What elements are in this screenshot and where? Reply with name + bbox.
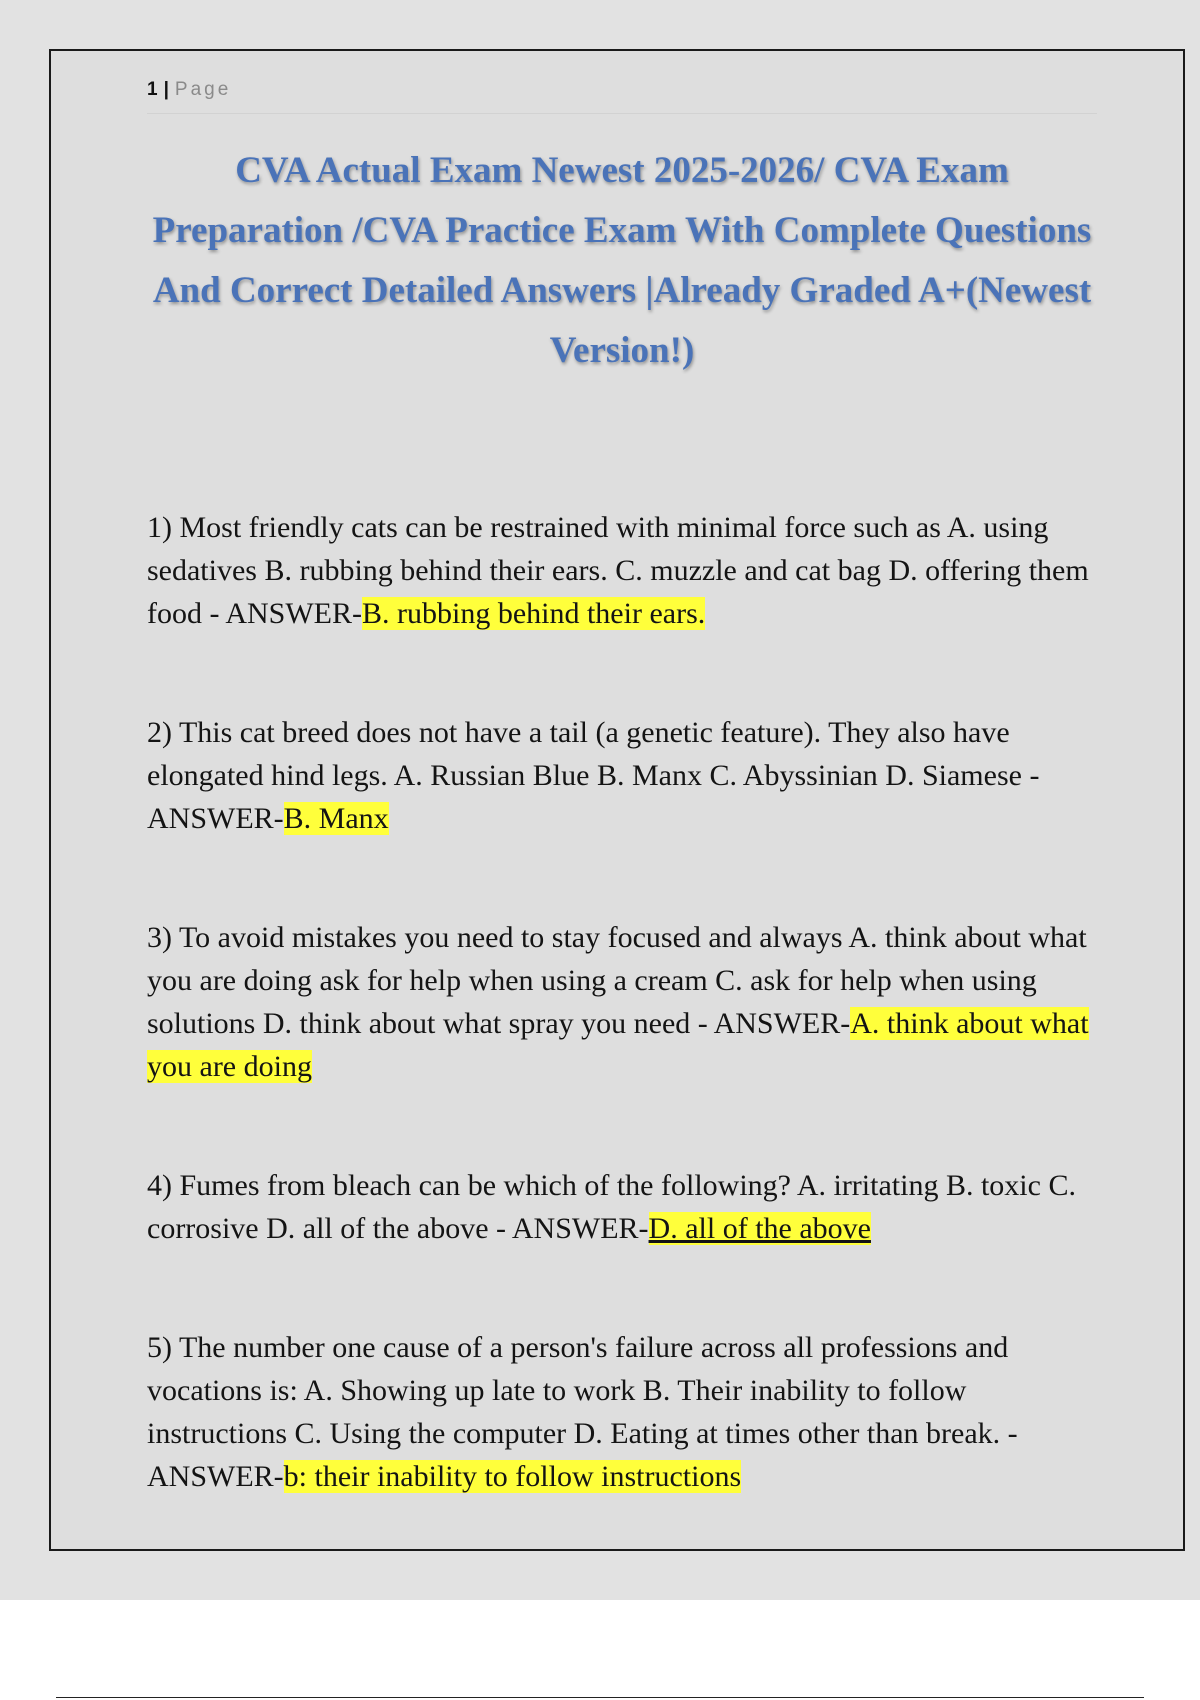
page-number: 1 [147, 79, 158, 100]
question-text: 3) To avoid mistakes you need to stay focused and always A. think about what you are doing ask for help when using a cream C. ask for help when using solutions D. think about what spray you need - ANSWER- [147, 921, 1087, 1040]
highlighted-answer: b: their inability to follow instructions [283, 1460, 742, 1493]
document-page [49, 49, 1185, 1551]
question-list [147, 506, 1107, 1574]
page-number-separator: | [163, 79, 169, 100]
question-item-1 [147, 506, 1107, 635]
question-text: 1) Most friendly cats can be restrained with minimal force such as A. using sedatives B. rubbing behind their ears. C. muzzle and cat bag D. offering them food - ANSWER- [147, 511, 1089, 630]
highlighted-answer: B. Manx [283, 802, 389, 835]
question-item-2 [147, 711, 1107, 840]
highlighted-answer: A. think about what you are doing [147, 1007, 1089, 1083]
footer-rule [56, 1697, 1144, 1698]
question-text: 4) Fumes from bleach can be which of the following? A. irritating B. toxic C. corrosive D. all of the above - ANSWER- [147, 1169, 1076, 1245]
highlighted-answer: B. rubbing behind their ears. [361, 597, 706, 630]
question-item-4 [147, 1164, 1107, 1250]
question-item-5 [147, 1326, 1107, 1498]
highlighted-answer: D. all of the above [648, 1212, 871, 1245]
page-label: Page [174, 79, 232, 100]
document-title: CVA Actual Exam Newest 2025-2026/ CVA Exam Preparation /CVA Practice Exam With Complete Questions And Correct Detailed Answers |Already Graded A+(Newest Version!) [152, 150, 1092, 371]
page-header [147, 79, 1097, 114]
question-item-3 [147, 916, 1107, 1088]
question-text: 5) The number one cause of a person's failure across all professions and vocations is: A. Showing up late to work B. Their inability to follow instructions C. Using the computer D. Eating at times other than break. - ANSWER- [147, 1331, 1018, 1493]
question-text: 2) This cat breed does not have a tail (a genetic feature). They also have elongated hind legs. A. Russian Blue B. Manx C. Abyssinian D. Siamese - ANSWER- [147, 716, 1040, 835]
